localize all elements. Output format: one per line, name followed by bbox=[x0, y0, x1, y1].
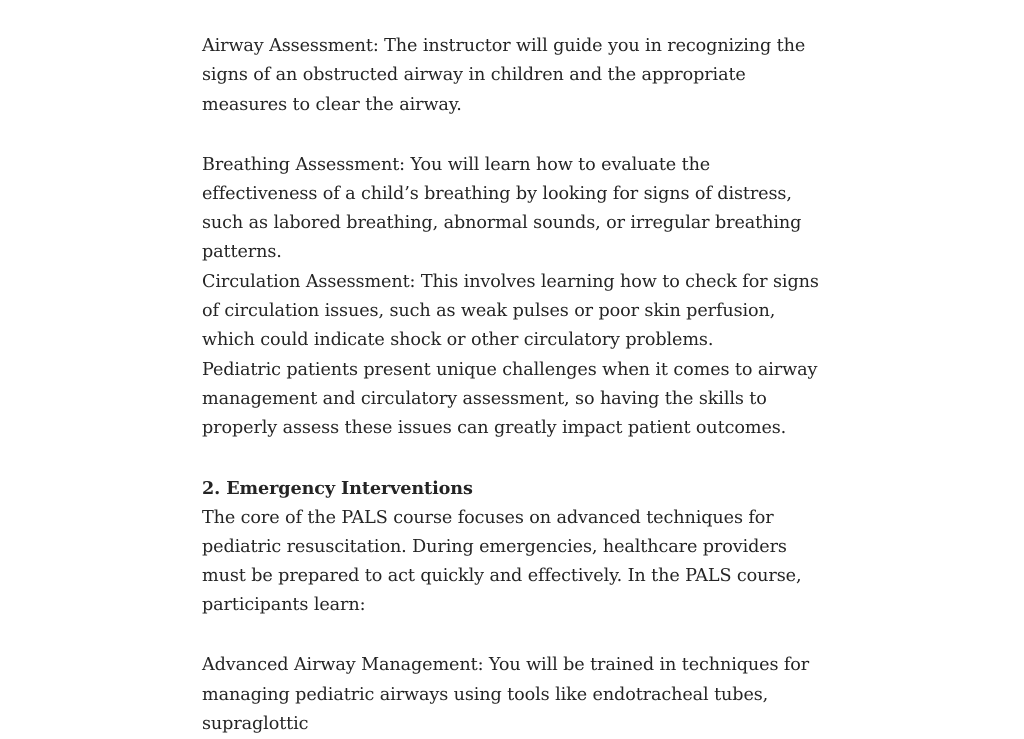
paragraph-advanced-airway: Advanced Airway Management: You will be trained in techniques for managing pediatric airways using tools like endotracheal tubes, supraglottic bbox=[202, 655, 810, 734]
paragraph-pediatric-challenges: Pediatric patients present unique challenges when it comes to airway management and circulatory assessment, so having the skills to properly assess these issues can greatly impact patient outcomes. bbox=[202, 359, 818, 439]
paragraph-section-intro: The core of the PALS course focuses on advanced techniques for pediatric resuscitation. During emergencies, healthcare providers must be prepared to act quickly and effectively. In the PALS course, participants learn: bbox=[202, 507, 802, 616]
paragraph-breathing-assessment: Breathing Assessment: You will learn how to evaluate the effectiveness of a child’s breathing by looking for signs of distress, such as labored breathing, abnormal sounds, or irregular breathing patterns. bbox=[202, 154, 802, 263]
section-heading: 2. Emergency Interventions bbox=[202, 478, 473, 500]
paragraph-circulation-assessment: Circulation Assessment: This involves learning how to check for signs of circulation issues, such as weak pulses or poor skin perfusion, which could indicate shock or other circulatory problems. bbox=[202, 271, 819, 351]
article-body bbox=[202, 32, 824, 739]
paragraph-airway-assessment: Airway Assessment: The instructor will guide you in recognizing the signs of an obstructed airway in children and the appropriate measures to clear the airway. bbox=[202, 36, 806, 115]
